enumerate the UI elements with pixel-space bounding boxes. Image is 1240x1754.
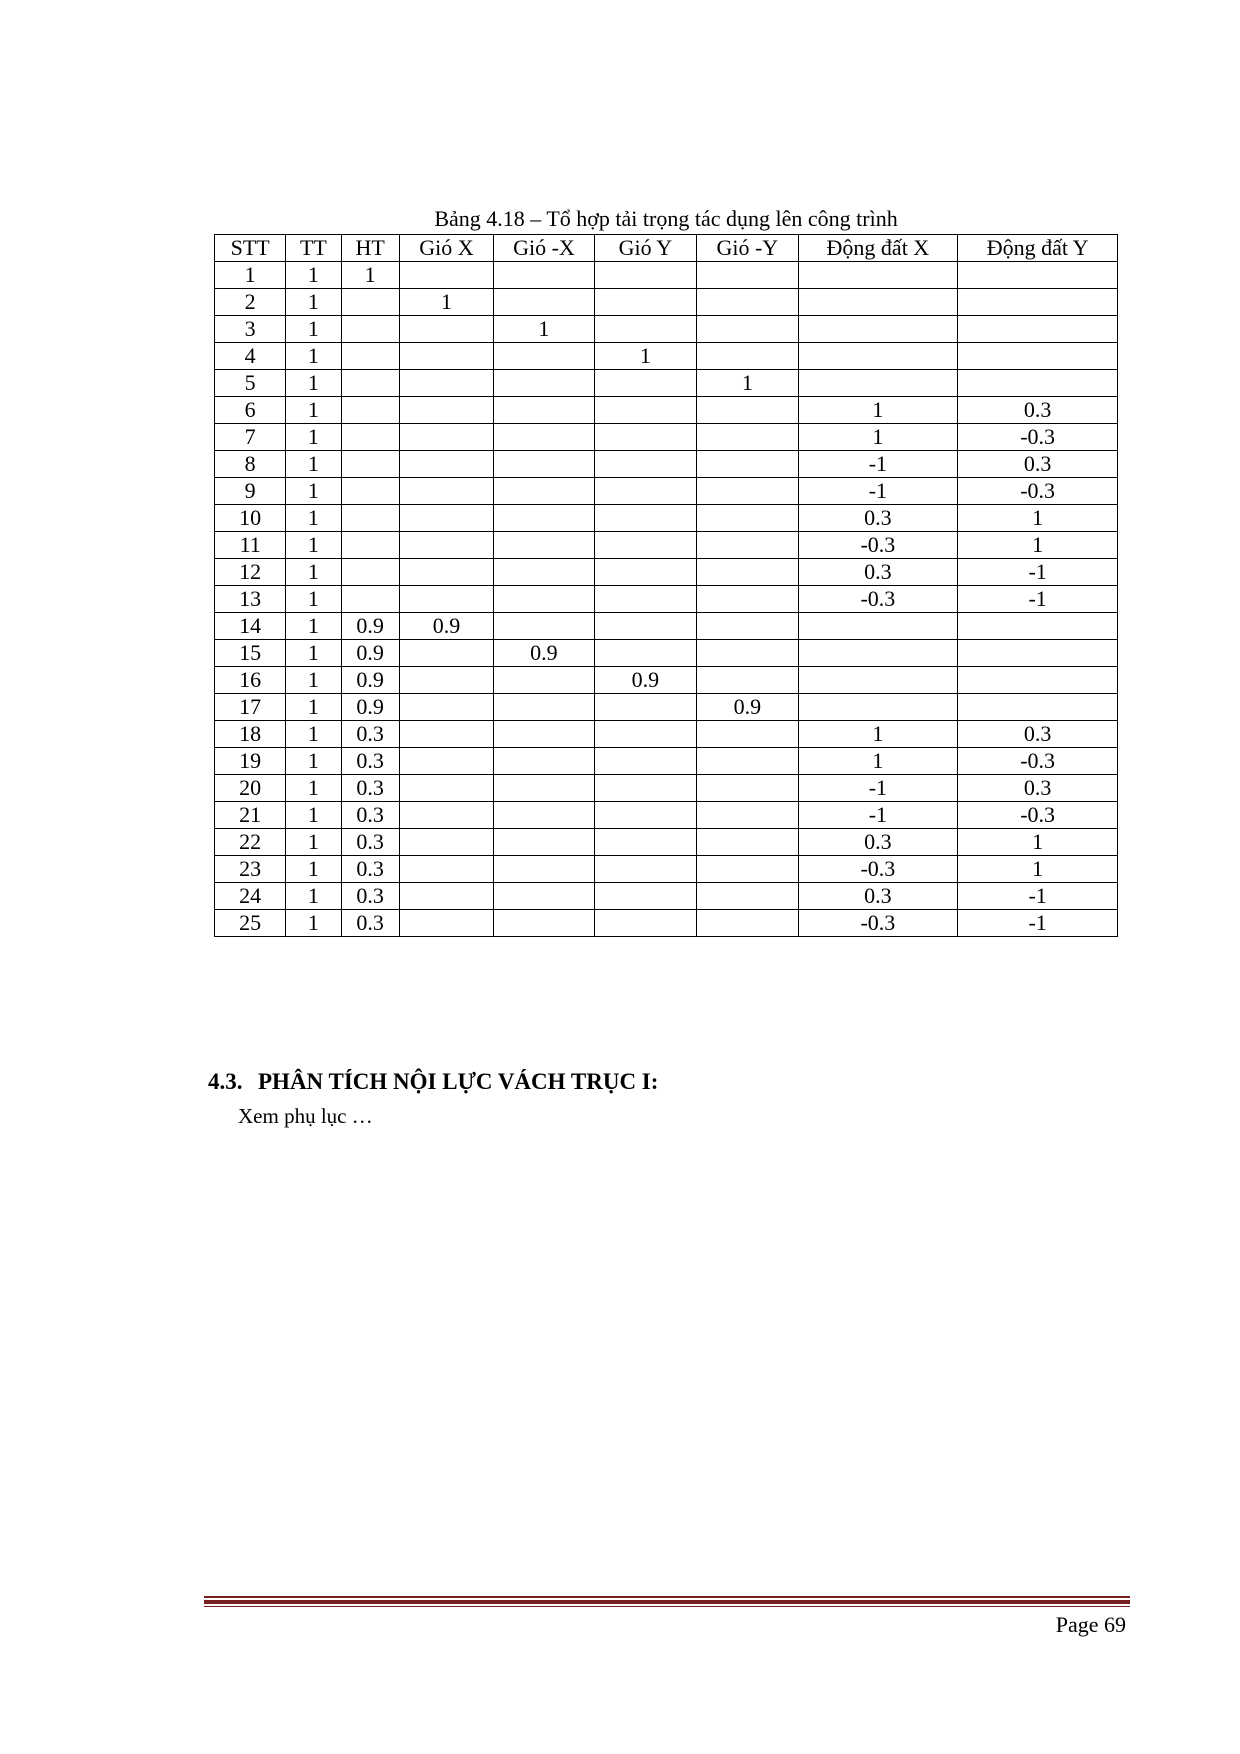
table-cell: 1 bbox=[286, 694, 341, 721]
table-cell bbox=[697, 883, 798, 910]
table-cell bbox=[958, 370, 1118, 397]
table-cell bbox=[399, 667, 493, 694]
table-cell: 1 bbox=[286, 748, 341, 775]
table-cell bbox=[697, 856, 798, 883]
table-cell: 0.9 bbox=[594, 667, 696, 694]
table-cell bbox=[594, 397, 696, 424]
table-row bbox=[215, 748, 1118, 775]
table-row bbox=[215, 802, 1118, 829]
table-cell bbox=[399, 370, 493, 397]
table-cell: 0.9 bbox=[494, 640, 594, 667]
table-cell: 18 bbox=[215, 721, 286, 748]
table-cell: 1 bbox=[286, 910, 341, 937]
table-cell bbox=[341, 424, 399, 451]
table-row bbox=[215, 451, 1118, 478]
table-cell bbox=[594, 613, 696, 640]
table-cell bbox=[697, 424, 798, 451]
table-cell bbox=[958, 289, 1118, 316]
table-cell: 0.3 bbox=[341, 883, 399, 910]
table-cell bbox=[399, 694, 493, 721]
table-cell bbox=[494, 613, 594, 640]
table-cell bbox=[697, 559, 798, 586]
table-body bbox=[215, 262, 1118, 937]
table-cell: 0.3 bbox=[798, 829, 958, 856]
table-cell bbox=[697, 397, 798, 424]
table-cell bbox=[399, 532, 493, 559]
table-cell bbox=[341, 343, 399, 370]
table-cell bbox=[399, 910, 493, 937]
table-row bbox=[215, 910, 1118, 937]
table-cell: 1 bbox=[798, 397, 958, 424]
table-cell bbox=[494, 883, 594, 910]
table-cell bbox=[494, 694, 594, 721]
table-cell: 0.3 bbox=[341, 721, 399, 748]
footer-rule bbox=[204, 1596, 1130, 1607]
table-cell: 1 bbox=[798, 721, 958, 748]
table-cell bbox=[594, 424, 696, 451]
table-cell: 15 bbox=[215, 640, 286, 667]
table-cell bbox=[399, 721, 493, 748]
table-cell bbox=[697, 748, 798, 775]
table-cell bbox=[798, 640, 958, 667]
column-header: Động đất X bbox=[798, 235, 958, 262]
table-cell: 0.9 bbox=[697, 694, 798, 721]
table-row bbox=[215, 370, 1118, 397]
table-cell bbox=[494, 559, 594, 586]
table-cell: -1 bbox=[958, 559, 1118, 586]
table-cell: 0.9 bbox=[341, 640, 399, 667]
table-cell bbox=[697, 505, 798, 532]
table-cell: 1 bbox=[286, 802, 341, 829]
table-cell: 1 bbox=[958, 532, 1118, 559]
table-cell bbox=[594, 289, 696, 316]
column-header: Gió -X bbox=[494, 235, 594, 262]
table-cell bbox=[594, 829, 696, 856]
table-cell bbox=[341, 505, 399, 532]
table-cell: 4 bbox=[215, 343, 286, 370]
table-cell: 1 bbox=[341, 262, 399, 289]
table-cell bbox=[798, 316, 958, 343]
table-cell: 1 bbox=[286, 721, 341, 748]
table-row bbox=[215, 883, 1118, 910]
table-cell bbox=[494, 586, 594, 613]
table-cell bbox=[494, 262, 594, 289]
table-cell bbox=[494, 289, 594, 316]
table-row bbox=[215, 829, 1118, 856]
table-cell: -1 bbox=[798, 775, 958, 802]
column-header: STT bbox=[215, 235, 286, 262]
table-cell bbox=[399, 856, 493, 883]
table-cell: 0.9 bbox=[341, 613, 399, 640]
table-cell bbox=[798, 343, 958, 370]
column-header: TT bbox=[286, 235, 341, 262]
table-cell: 1 bbox=[286, 289, 341, 316]
table-cell bbox=[399, 775, 493, 802]
table-cell: 1 bbox=[697, 370, 798, 397]
page-number: Page 69 bbox=[1055, 1612, 1126, 1637]
table-cell: -0.3 bbox=[958, 424, 1118, 451]
table-cell bbox=[594, 694, 696, 721]
table-cell: 1 bbox=[286, 505, 341, 532]
table-cell: 3 bbox=[215, 316, 286, 343]
table-cell: 0.3 bbox=[798, 883, 958, 910]
table-cell: -0.3 bbox=[798, 532, 958, 559]
table-cell bbox=[494, 721, 594, 748]
section-body-text: Xem phụ lục … bbox=[238, 1104, 373, 1128]
table-cell bbox=[697, 478, 798, 505]
table-cell: 0.3 bbox=[958, 775, 1118, 802]
table-cell bbox=[594, 532, 696, 559]
table-cell: 1 bbox=[594, 343, 696, 370]
table-cell bbox=[958, 343, 1118, 370]
table-cell: 1 bbox=[286, 478, 341, 505]
table-cell bbox=[594, 802, 696, 829]
table-cell: -1 bbox=[958, 910, 1118, 937]
table-row bbox=[215, 262, 1118, 289]
column-header: HT bbox=[341, 235, 399, 262]
table-row bbox=[215, 667, 1118, 694]
table-cell bbox=[594, 721, 696, 748]
load-combination-table bbox=[214, 234, 1118, 937]
table-cell: 1 bbox=[286, 829, 341, 856]
table-cell: 1 bbox=[286, 856, 341, 883]
table-cell: 1 bbox=[958, 829, 1118, 856]
table-row bbox=[215, 559, 1118, 586]
table-cell bbox=[594, 586, 696, 613]
table-caption: Bảng 4.18 – Tổ hợp tải trọng tác dụng lên công trình bbox=[434, 206, 898, 231]
table-cell bbox=[697, 640, 798, 667]
column-header: Gió Y bbox=[594, 235, 696, 262]
table-row bbox=[215, 343, 1118, 370]
table-cell bbox=[594, 640, 696, 667]
table-cell: -0.3 bbox=[958, 802, 1118, 829]
table-cell: 19 bbox=[215, 748, 286, 775]
table-row bbox=[215, 694, 1118, 721]
table-cell: 11 bbox=[215, 532, 286, 559]
column-header: Động đất Y bbox=[958, 235, 1118, 262]
table-cell: 1 bbox=[286, 343, 341, 370]
table-cell bbox=[594, 451, 696, 478]
table-cell: 0.3 bbox=[341, 856, 399, 883]
table-cell: 1 bbox=[286, 316, 341, 343]
table-cell bbox=[494, 343, 594, 370]
table-cell: 0.9 bbox=[341, 694, 399, 721]
table-cell bbox=[341, 451, 399, 478]
table-cell bbox=[958, 694, 1118, 721]
table-cell: 23 bbox=[215, 856, 286, 883]
table-cell bbox=[594, 883, 696, 910]
table-cell bbox=[958, 640, 1118, 667]
table-cell bbox=[697, 829, 798, 856]
table-cell bbox=[798, 262, 958, 289]
table-cell bbox=[697, 343, 798, 370]
table-cell: 0.3 bbox=[341, 910, 399, 937]
table-cell: 1 bbox=[286, 883, 341, 910]
table-cell: 1 bbox=[494, 316, 594, 343]
table-cell: 6 bbox=[215, 397, 286, 424]
table-row bbox=[215, 613, 1118, 640]
table-cell: 8 bbox=[215, 451, 286, 478]
table-cell bbox=[494, 370, 594, 397]
table-cell bbox=[594, 748, 696, 775]
table-cell bbox=[594, 505, 696, 532]
table-row bbox=[215, 505, 1118, 532]
table-cell bbox=[399, 316, 493, 343]
table-cell: 0.3 bbox=[341, 775, 399, 802]
table-cell: 1 bbox=[399, 289, 493, 316]
table-cell bbox=[399, 505, 493, 532]
table-cell: 1 bbox=[958, 856, 1118, 883]
section-number: 4.3. bbox=[208, 1069, 243, 1094]
table-cell bbox=[341, 397, 399, 424]
table-row bbox=[215, 586, 1118, 613]
table-cell bbox=[798, 289, 958, 316]
table-row bbox=[215, 289, 1118, 316]
table-cell bbox=[494, 478, 594, 505]
table-cell: 1 bbox=[286, 532, 341, 559]
footer-rule-line bbox=[204, 1606, 1130, 1607]
table-row bbox=[215, 397, 1118, 424]
table-cell bbox=[399, 559, 493, 586]
table-cell: 0.3 bbox=[958, 397, 1118, 424]
table-cell bbox=[697, 775, 798, 802]
table-cell bbox=[399, 829, 493, 856]
table-cell bbox=[494, 505, 594, 532]
table-cell: 0.3 bbox=[798, 505, 958, 532]
table-cell bbox=[399, 451, 493, 478]
table-cell: 13 bbox=[215, 586, 286, 613]
table-cell bbox=[341, 478, 399, 505]
table-cell bbox=[341, 370, 399, 397]
table-cell: 1 bbox=[286, 775, 341, 802]
table-cell bbox=[697, 289, 798, 316]
table-cell bbox=[341, 289, 399, 316]
table-cell: 1 bbox=[286, 451, 341, 478]
table-cell bbox=[341, 586, 399, 613]
table-row bbox=[215, 532, 1118, 559]
table-cell: 0.3 bbox=[341, 829, 399, 856]
table-cell bbox=[594, 856, 696, 883]
table-cell: 20 bbox=[215, 775, 286, 802]
table-cell: -1 bbox=[798, 451, 958, 478]
table-cell: 1 bbox=[286, 667, 341, 694]
table-cell bbox=[494, 397, 594, 424]
table-cell: 1 bbox=[286, 370, 341, 397]
table-cell bbox=[798, 613, 958, 640]
table-cell bbox=[594, 559, 696, 586]
table-cell bbox=[697, 721, 798, 748]
table-cell: 16 bbox=[215, 667, 286, 694]
table-cell: 25 bbox=[215, 910, 286, 937]
table-cell bbox=[399, 586, 493, 613]
table-cell bbox=[494, 532, 594, 559]
table-cell: -0.3 bbox=[798, 586, 958, 613]
table-cell bbox=[798, 667, 958, 694]
table-cell: 1 bbox=[286, 640, 341, 667]
table-cell: -1 bbox=[958, 883, 1118, 910]
table-cell bbox=[697, 802, 798, 829]
table-cell bbox=[594, 478, 696, 505]
table-cell bbox=[697, 586, 798, 613]
table-cell: 5 bbox=[215, 370, 286, 397]
table-cell bbox=[494, 775, 594, 802]
table-cell: 1 bbox=[286, 262, 341, 289]
table-cell bbox=[399, 262, 493, 289]
table-cell: 24 bbox=[215, 883, 286, 910]
table-cell bbox=[399, 640, 493, 667]
table-cell: 0.3 bbox=[341, 748, 399, 775]
table-cell: 12 bbox=[215, 559, 286, 586]
table-cell: 1 bbox=[286, 586, 341, 613]
table-header bbox=[215, 235, 1118, 262]
table-cell bbox=[494, 910, 594, 937]
table-cell: -0.3 bbox=[958, 748, 1118, 775]
table-cell bbox=[399, 424, 493, 451]
section-heading bbox=[208, 1068, 658, 1096]
table-cell: 1 bbox=[215, 262, 286, 289]
table-row bbox=[215, 316, 1118, 343]
table-cell bbox=[697, 316, 798, 343]
table-cell bbox=[341, 316, 399, 343]
table-cell: 1 bbox=[286, 559, 341, 586]
table-cell bbox=[341, 532, 399, 559]
table-cell: 21 bbox=[215, 802, 286, 829]
column-header: Gió -Y bbox=[697, 235, 798, 262]
table-cell bbox=[594, 262, 696, 289]
table-cell bbox=[494, 802, 594, 829]
table-row bbox=[215, 856, 1118, 883]
table-cell bbox=[958, 667, 1118, 694]
table-cell bbox=[399, 343, 493, 370]
table-cell bbox=[798, 370, 958, 397]
table-cell: 1 bbox=[958, 505, 1118, 532]
table-cell bbox=[594, 910, 696, 937]
table-row bbox=[215, 424, 1118, 451]
table-cell bbox=[958, 316, 1118, 343]
table-cell bbox=[697, 262, 798, 289]
table-cell: -0.3 bbox=[958, 478, 1118, 505]
table-row bbox=[215, 478, 1118, 505]
table-cell bbox=[399, 883, 493, 910]
table-cell bbox=[494, 451, 594, 478]
table-cell: 1 bbox=[286, 613, 341, 640]
header-row bbox=[215, 235, 1118, 262]
table-row bbox=[215, 721, 1118, 748]
table-cell: 1 bbox=[286, 397, 341, 424]
table-cell: 22 bbox=[215, 829, 286, 856]
table-cell bbox=[494, 424, 594, 451]
table-cell: -0.3 bbox=[798, 856, 958, 883]
table-cell: 0.3 bbox=[958, 721, 1118, 748]
table-row bbox=[215, 775, 1118, 802]
table-cell bbox=[494, 748, 594, 775]
section-title: PHÂN TÍCH NỘI LỰC VÁCH TRỤC I: bbox=[258, 1069, 659, 1094]
table-cell bbox=[494, 667, 594, 694]
table-cell bbox=[697, 910, 798, 937]
table-cell: -1 bbox=[958, 586, 1118, 613]
table-cell bbox=[594, 775, 696, 802]
table-cell bbox=[494, 856, 594, 883]
table-cell: 14 bbox=[215, 613, 286, 640]
table-cell bbox=[958, 262, 1118, 289]
table-cell: 0.3 bbox=[341, 802, 399, 829]
table-cell bbox=[341, 559, 399, 586]
table-cell bbox=[594, 370, 696, 397]
table-cell bbox=[697, 667, 798, 694]
table-cell bbox=[399, 748, 493, 775]
table-cell: 0.3 bbox=[798, 559, 958, 586]
table-cell bbox=[958, 613, 1118, 640]
footer-rule-line bbox=[204, 1600, 1130, 1604]
table-cell: 0.9 bbox=[399, 613, 493, 640]
column-header: Gió X bbox=[399, 235, 493, 262]
table-cell: 1 bbox=[798, 424, 958, 451]
table-cell: 2 bbox=[215, 289, 286, 316]
table-cell bbox=[697, 613, 798, 640]
table-cell: 0.9 bbox=[341, 667, 399, 694]
table-cell: 10 bbox=[215, 505, 286, 532]
table-cell bbox=[594, 316, 696, 343]
table-cell bbox=[399, 478, 493, 505]
table-cell bbox=[798, 694, 958, 721]
table-cell: 9 bbox=[215, 478, 286, 505]
table-cell: 1 bbox=[798, 748, 958, 775]
table-cell: -1 bbox=[798, 478, 958, 505]
footer-rule-line bbox=[204, 1596, 1130, 1598]
table-row bbox=[215, 640, 1118, 667]
table-cell: 0.3 bbox=[958, 451, 1118, 478]
table-cell: -0.3 bbox=[798, 910, 958, 937]
table-cell: 7 bbox=[215, 424, 286, 451]
table-cell: 1 bbox=[286, 424, 341, 451]
table-cell bbox=[399, 397, 493, 424]
table-cell bbox=[399, 802, 493, 829]
table-cell bbox=[697, 451, 798, 478]
table-cell: -1 bbox=[798, 802, 958, 829]
table-cell bbox=[697, 532, 798, 559]
table-cell: 17 bbox=[215, 694, 286, 721]
table-cell bbox=[494, 829, 594, 856]
